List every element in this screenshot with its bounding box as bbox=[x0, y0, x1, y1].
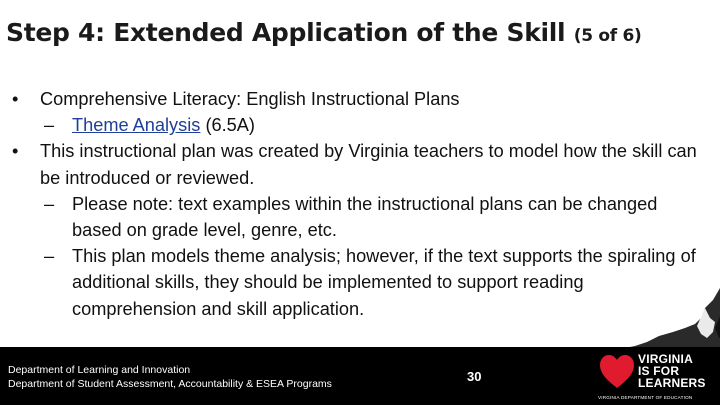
logo-line-1: VIRGINIA bbox=[638, 352, 693, 366]
dash-icon: – bbox=[44, 193, 55, 214]
bullet-1-sub-1 bbox=[12, 112, 702, 138]
title-text: Step 4: Extended Application of the Skill bbox=[6, 18, 566, 47]
bullet-1 bbox=[12, 86, 702, 112]
department-line-2: Department of Student Assessment, Accountability & ESEA Programs bbox=[8, 377, 332, 390]
department-line-1: Department of Learning and Innovation bbox=[8, 364, 191, 376]
slide-title bbox=[6, 18, 716, 47]
theme-analysis-link[interactable]: Theme Analysis bbox=[72, 115, 201, 136]
dash-icon: – bbox=[44, 246, 55, 267]
logo-line-2: IS FOR bbox=[638, 364, 680, 378]
logo-subline: VIRGINIA DEPARTMENT OF EDUCATION bbox=[598, 395, 693, 400]
bullet-2-sub-2-text: This plan models theme analysis; however, if the text supports the spiraling of additional skills, they should be implemented to support reading comprehension and skill application. bbox=[72, 246, 696, 319]
bullet-2-text: This instructional plan was created by Virginia teachers to model how the skill can be introduced or reviewed. bbox=[40, 141, 697, 188]
virginia-is-for-learners-logo bbox=[596, 351, 720, 405]
link-suffix: (6.5A) bbox=[200, 115, 255, 136]
bullet-2-sub-1 bbox=[12, 191, 702, 243]
bullet-dot-icon: • bbox=[12, 141, 19, 162]
slide-body bbox=[12, 86, 702, 322]
title-count: (5 of 6) bbox=[573, 26, 642, 46]
bullet-2-sub-1-text: Please note: text examples within the instructional plans can be changed based on grade level, genre, etc. bbox=[72, 193, 658, 241]
bullet-dot-icon: • bbox=[12, 89, 19, 109]
bullet-1-text: Comprehensive Literacy: English Instructional Plans bbox=[40, 89, 460, 109]
bullet-2 bbox=[12, 138, 702, 190]
department-text bbox=[8, 364, 332, 391]
logo-wordmark bbox=[638, 353, 706, 389]
dash-icon: – bbox=[44, 115, 55, 136]
page-number: 30 bbox=[467, 369, 482, 384]
heart-icon bbox=[598, 353, 636, 391]
logo-line-3: LEARNERS bbox=[638, 376, 706, 390]
